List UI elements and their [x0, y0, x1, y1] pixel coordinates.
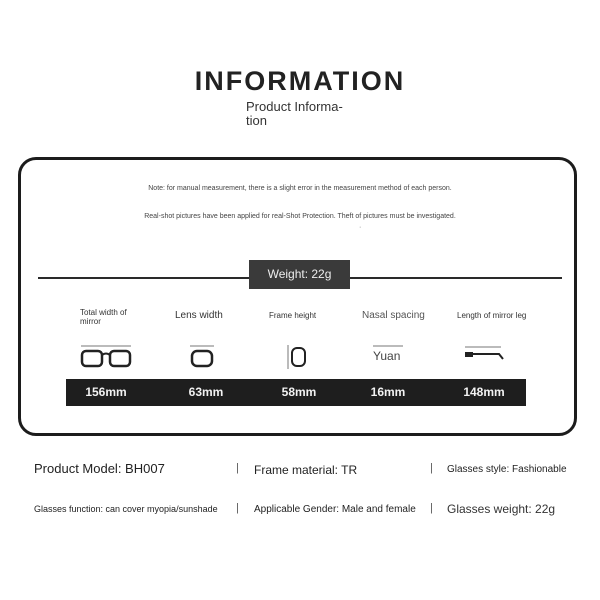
- value-leg-length: 148mm: [463, 385, 505, 399]
- weight-badge: Weight: 22g: [249, 260, 350, 289]
- label-lens-width: Lens width: [175, 310, 223, 321]
- label-leg-length: Length of mirror leg: [457, 311, 527, 320]
- spec-applicable-gender: Applicable Gender: Male and female: [254, 504, 416, 515]
- spec-glasses-style: Glasses style: Fashionable: [447, 464, 567, 475]
- page-title: INFORMATION: [194, 66, 406, 96]
- spec-glasses-weight: Glasses weight: 22g: [447, 502, 556, 516]
- separator: |: [236, 462, 239, 474]
- lens-width-icon: [188, 343, 216, 369]
- spec-frame-material: Frame material: TR: [254, 463, 358, 477]
- separator: |: [430, 502, 433, 514]
- label-nasal-spacing: Nasal spacing: [362, 310, 425, 321]
- nasal-spacing-icon: [373, 343, 403, 363]
- front-glasses-icon: [79, 343, 133, 369]
- nasal-icon-text: Yuan: [373, 349, 401, 363]
- copyright-note: Real-shot pictures have been applied for real-Shot Protection. Theft of pictures must be investigated.: [144, 213, 456, 220]
- page-subtitle: Product Informa- tion: [246, 99, 343, 128]
- value-frame-height: 58mm: [281, 385, 317, 399]
- label-total-width: Total width of mirror: [80, 308, 127, 326]
- separator: |: [236, 502, 239, 514]
- value-lens-width: 63mm: [188, 385, 224, 399]
- dot-mark: ·: [359, 224, 362, 231]
- label-frame-height: Frame height: [269, 311, 317, 320]
- temple-arm-icon: [463, 344, 505, 362]
- frame-height-icon: [285, 343, 309, 371]
- measurement-note: Note: for manual measurement, there is a slight error in the measurement method of each person.: [148, 185, 452, 192]
- spec-glasses-function: Glasses function: can cover myopia/sunshade: [34, 504, 218, 514]
- value-total-width: 156mm: [85, 385, 127, 399]
- value-nasal-spacing: 16mm: [370, 385, 406, 399]
- spec-product-model: Product Model: BH007: [34, 461, 165, 476]
- separator: |: [430, 462, 433, 474]
